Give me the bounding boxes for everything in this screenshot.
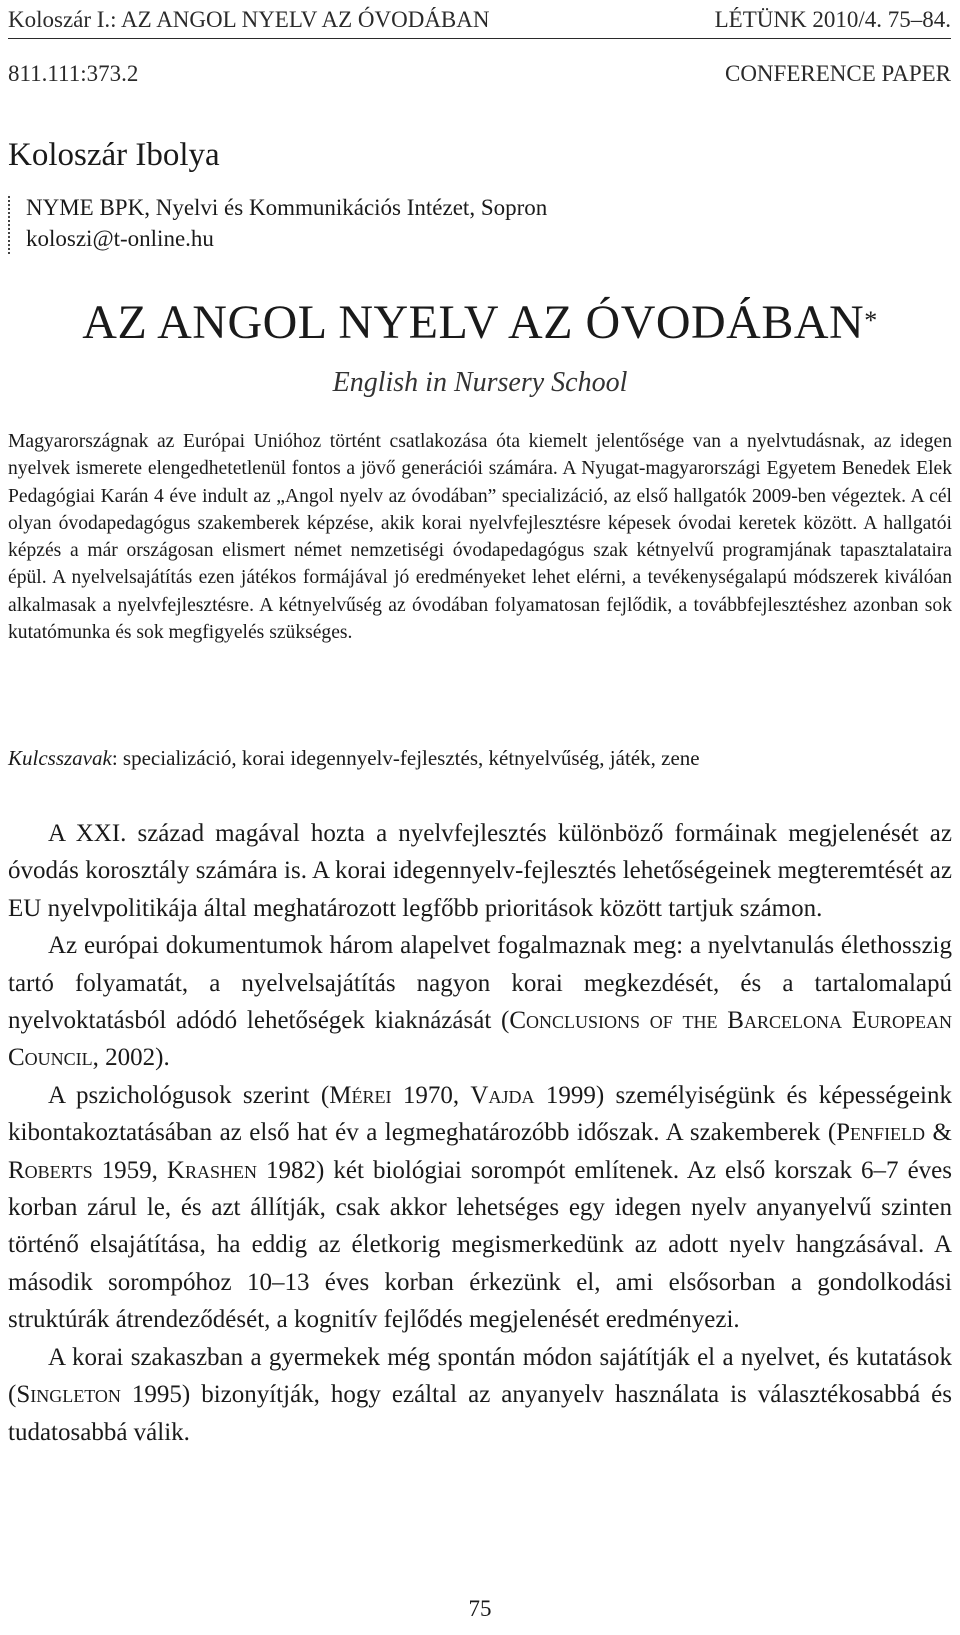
body-text — [8, 815, 952, 1451]
citation: Krashen — [166, 1156, 257, 1184]
keywords-terms: specializáció, korai idegennyelv-fejlesztés, kétnyelvűség, játék, zene — [122, 746, 700, 770]
paragraph-text: , 2002). — [92, 1044, 170, 1072]
page-number: 75 — [468, 1596, 492, 1621]
english-title: English in Nursery School — [332, 367, 628, 398]
body-paragraph — [8, 927, 952, 1077]
article-title-text: AZ ANGOL NYELV AZ ÓVODÁBAN — [82, 296, 865, 349]
body-paragraph — [8, 1077, 952, 1339]
citation: Vajda — [470, 1081, 535, 1109]
journal-reference: LÉTÜNK 2010/4. 75–84. — [714, 7, 951, 32]
running-header — [8, 2, 951, 39]
author-name: Koloszár Ibolya — [8, 137, 220, 173]
keywords — [8, 743, 952, 773]
keywords-label: Kulcsszavak — [8, 746, 112, 770]
paragraph-text: 1995) bizonyítják, hogy ezáltal az anyanyelv használata is választékosabbá és tudatosabbá válik. — [8, 1381, 952, 1446]
paragraph-text: 1982) két biológiai sorompót említenek. Az első korszak 6–7 éves korban zárul le, és azt állítják, csak akkor lehetséges egy idegen nyelv anyanyelvű szinten történő elsajátítása, ha eddig az életkorig megismerkedünk az adott nyelv hangzásával. A második sorompóhoz 10–13 éves korban érkezünk el, ami elsősorban a gondolkodási struktúrák átrendeződését, a kognitív fejlődés megjelenését eredményezi. — [8, 1156, 952, 1334]
citation: Mérei — [329, 1081, 392, 1109]
classification-line — [8, 58, 951, 90]
abstract — [8, 428, 952, 646]
running-title: Koloszár I.: AZ ANGOL NYELV AZ ÓVODÁBAN — [8, 7, 490, 32]
citation: Singleton — [16, 1381, 121, 1409]
citation: Conclusions of the Barcelona European Council — [8, 1007, 952, 1072]
body-paragraph — [8, 1339, 952, 1451]
dotted-rule — [8, 196, 10, 254]
author-affiliation: NYME BPK, Nyelvi és Kommunikációs Intézet, Sopron — [26, 195, 548, 220]
citation: Penfield & Roberts — [8, 1119, 952, 1184]
author-email: koloszi@t-online.hu — [26, 226, 214, 251]
paragraph-text: 1999) személyiségünk és képességeink kibontakoztatásában az első hat év a legmeghatározóbb időszak. A szakemberek ( — [8, 1081, 952, 1147]
paragraph-text: Az európai dokumentumok három alapelvet fogalmaznak meg: a nyelvtanulás élethosszig tartó folyamatát, a nyelvelsajátítás nagyon korai megkezdését, és a tartalomalapú nyelvoktatásból adódó lehetőségek kiaknázását ( — [8, 932, 952, 1035]
paper-type: CONFERENCE PAPER — [724, 61, 951, 86]
paragraph-text: 1959, — [92, 1156, 167, 1184]
keywords-separator: : — [111, 746, 123, 770]
paragraph-text: A pszichológusok szerint ( — [48, 1081, 330, 1109]
udc-code: 811.111:373.2 — [8, 61, 139, 86]
abstract-text: Magyarországnak az Európai Unióhoz történt csatlakozása óta kiemelt jelentősége van a nyelvtudásnak, az idegen nyelvek ismerete elengedhetetlenül fontos a jövő generációi számára. A Nyugat-magyarországi Egyetem Benedek Elek Pedagógiai Karán 4 éve indult az „Angol nyelv az óvodában” specializáció, az első hallgatók 2009-ben végeztek. A cél olyan óvodapedagógus szakemberek képzése, akik korai nyelvfejlesztésre képesek óvodai keretek között. A hallgatói képzés a már országosan elismert német nemzetiségi óvodapedagógus szak kétnyelvű programjának tapasztalataira épül. A nyelvelsajátítás ezen játékos formájával jó eredményeket lehet elérni, a tevékenységalapú módszerek kiválóan alkalmasak a nyelvfejlesztésre. A kétnyelvűség az óvodában folyamatosan fejlődik, a továbbfejlesztéshez azonban sok kutatómunka és sok megfigyelés szükséges. — [8, 431, 952, 644]
body-paragraph: A XXI. század magával hozta a nyelvfejlesztés különböző formáinak megjelenését az óvodás korosztály számára is. A korai idegennyelv-fejlesztés lehetőségeinek megteremtését az EU nyelvpolitikája által meghatározott legfőbb prioritások között tartjuk számon. — [8, 820, 952, 922]
author-affiliation-block — [8, 193, 708, 257]
paragraph-text: A korai szakaszban a gyermekek még spontán módon sajátítják el a nyelvet, és kutatások ( — [8, 1343, 952, 1409]
title-footnote-mark: * — [864, 306, 878, 335]
article-title — [0, 295, 960, 351]
paragraph-text: 1970, — [391, 1081, 471, 1109]
